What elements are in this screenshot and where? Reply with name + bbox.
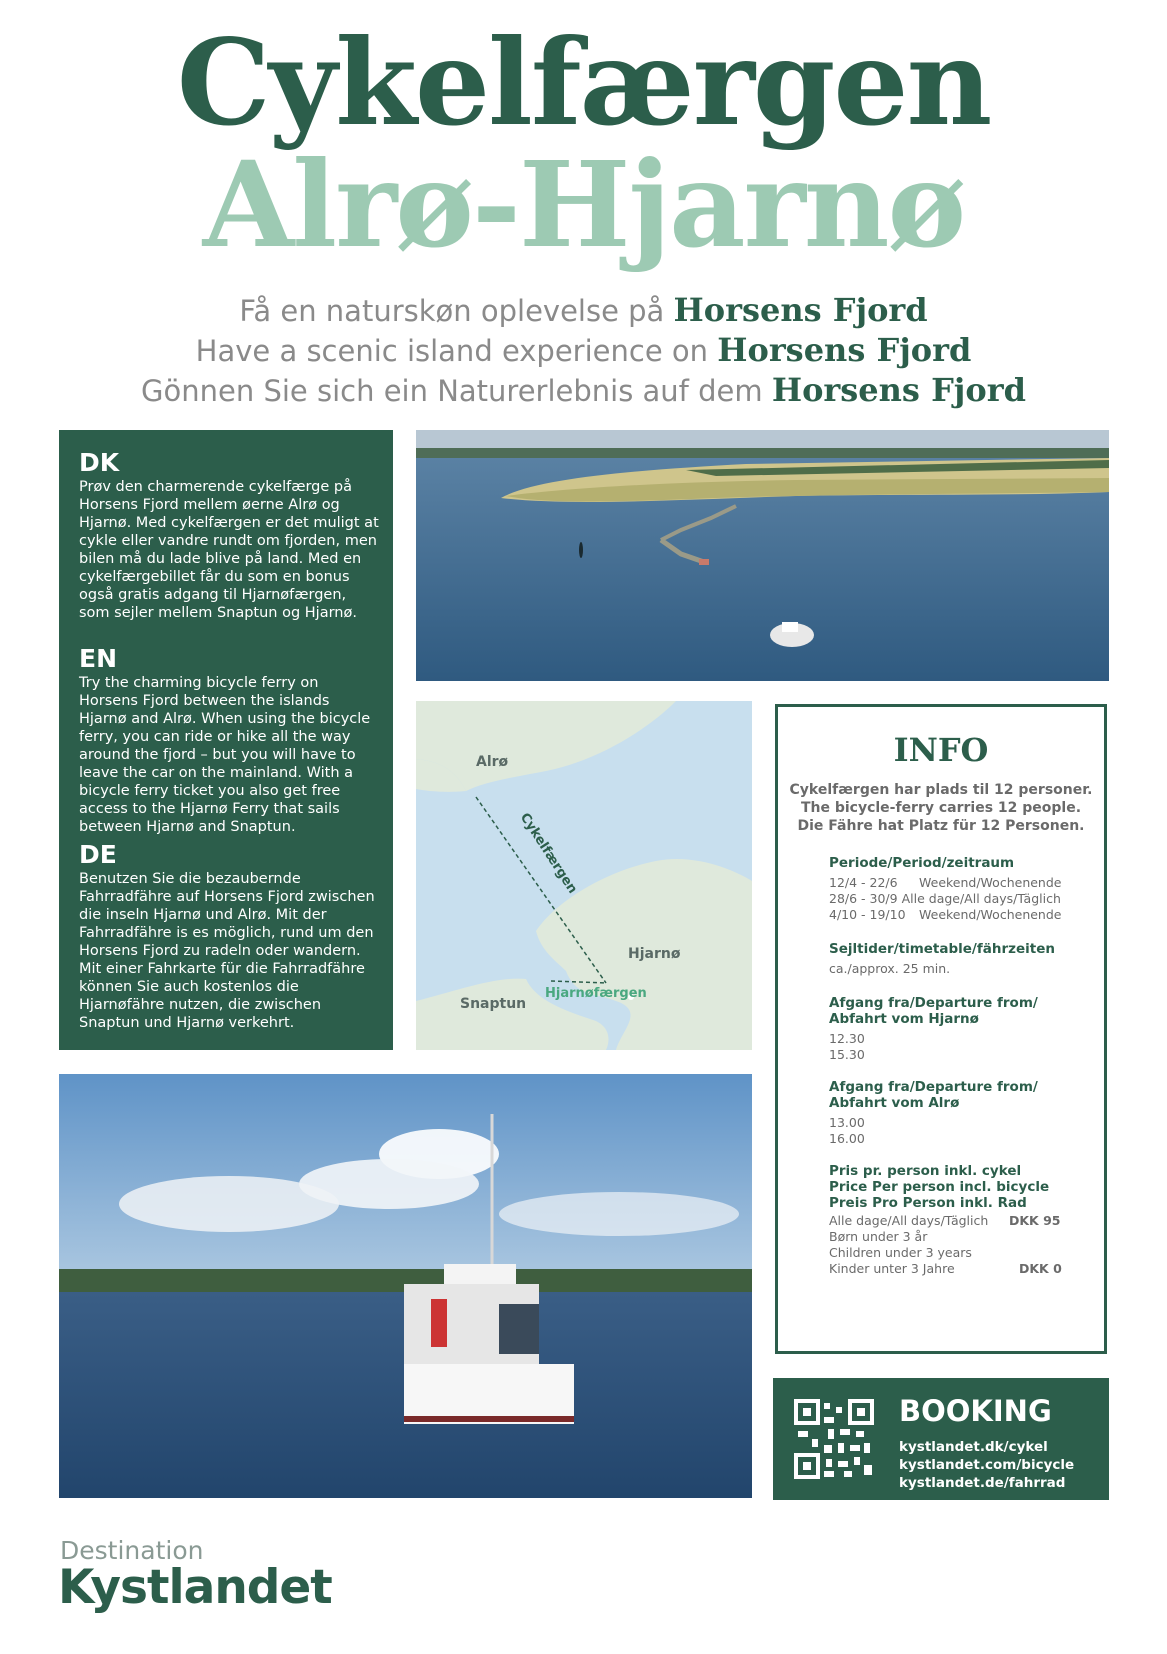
price-child-row: Kinder unter 3 Jahre DKK 0 <box>829 1261 1062 1276</box>
booking-link-dk[interactable]: kystlandet.dk/cykel <box>899 1439 1048 1455</box>
logo-destination: Destination <box>60 1536 204 1565</box>
language-descriptions <box>59 430 393 1050</box>
map-label-alro: Alrø <box>476 754 509 770</box>
period-heading: Periode/Period/zeitraum <box>829 855 1015 871</box>
booking-link-de[interactable]: kystlandet.de/fahrrad <box>899 1475 1066 1491</box>
boat-photo <box>59 1074 752 1498</box>
lang-text-dk: Prøv den charmerende cykelfærge på Horsens Fjord mellem øerne Alrø og Hjarnø. Med cykelfærgen er det muligt at cykle eller vandre rundt om fjorden, men bilen må du lade blive på land. Med en cykelfærgebillet får du som en bonus også gratis adgang til Hjarnøfærgen, som sejler mellem Snaptun og Hjarnø. <box>79 479 379 621</box>
departure-alro-heading: Afgang fra/Departure from/ Abfahrt vom Alrø <box>829 1079 1038 1111</box>
tagline-dk: Få en naturskøn oplevelse på Horsens Fjord <box>239 291 928 329</box>
info-title: INFO <box>893 731 989 769</box>
booking-title: BOOKING <box>899 1394 1052 1428</box>
sailing-time: ca./approx. 25 min. <box>829 961 951 976</box>
departure-time: 16.00 <box>829 1131 865 1146</box>
departure-time: 13.00 <box>829 1115 865 1130</box>
map-route-label-bike: Cykelfærgen <box>516 810 580 897</box>
price-child-label: Børn under 3 år <box>829 1229 928 1244</box>
map-label-snaptun: Snaptun <box>460 996 527 1012</box>
capacity-en: The bicycle-ferry carries 12 people. <box>800 800 1082 816</box>
booking-link-com[interactable]: kystlandet.com/bicycle <box>899 1457 1075 1473</box>
booking-links <box>899 1438 1074 1492</box>
departure-hjarno-heading: Afgang fra/Departure from/ Abfahrt vom Hjarnø <box>829 995 1038 1027</box>
map-label-hjarno: Hjarnø <box>628 946 681 962</box>
logo-kystlandet: Kystlandet <box>58 1560 332 1615</box>
departure-time: 12.30 <box>829 1031 865 1046</box>
sailing-heading: Sejltider/timetable/fährzeiten <box>829 941 1055 957</box>
price-heading: Pris pr. person inkl. cykel Price Per person incl. bicycle Preis Pro Person inkl. Rad <box>829 1163 1050 1211</box>
lang-text-en: Try the charming bicycle ferry on Horsens Fjord between the islands Hjarnø and Alrø. When using the bicycle ferry, you can ride or hike all the way around the fjord – but you will have to leave the car on the mainland. With a bicycle ferry ticket you also get free access to the Hjarnø Ferry that sails between Hjarnø and Snaptun. <box>79 675 371 835</box>
capacity-dk: Cykelfærgen har plads til 12 personer. <box>789 782 1093 798</box>
info-box <box>775 704 1107 1354</box>
lang-heading-dk: DK <box>79 448 120 477</box>
lang-heading-en: EN <box>79 644 118 673</box>
route-map <box>416 701 752 1050</box>
tagline-de: Gönnen Sie sich ein Naturerlebnis auf dem Horsens Fjord <box>141 371 1026 409</box>
aerial-photo <box>416 430 1109 681</box>
lang-heading-de: DE <box>79 840 117 869</box>
booking-panel <box>773 1378 1109 1500</box>
price-child-label: Children under 3 years <box>829 1245 972 1260</box>
departure-time: 15.30 <box>829 1047 865 1062</box>
info-capacity <box>778 781 1104 835</box>
price-adult-row: Alle dage/All days/Täglich DKK 95 <box>829 1213 1061 1228</box>
period-row: 28/6 - 30/9 Alle dage/All days/Täglich <box>829 891 1061 906</box>
period-row: 12/4 - 22/6 Weekend/Wochenende <box>829 875 1062 890</box>
title-line-2: Alrø-Hjarnø <box>202 135 965 274</box>
period-row: 4/10 - 19/10 Weekend/Wochenende <box>829 907 1062 922</box>
title-line-1: Cykelfærgen <box>176 13 991 152</box>
capacity-de: Die Fähre hat Platz für 12 Personen. <box>797 818 1085 834</box>
lang-text-de: Benutzen Sie die bezaubernde Fahrradfähre auf Horsens Fjord zwischen die inseln Hjarnø und Alrø. Mit der Fahrradfähre is es möglich, rund um den Horsens Fjord zu radeln oder wandern. Mit einer Fahrkarte für die Fahrradfähre können Sie auch kostenlos die Hjarnøfähre nutzen, die zwischen Snaptun und Hjarnø verkehrt. <box>79 871 375 1031</box>
tagline-en: Have a scenic island experience on Horsens Fjord <box>195 331 972 369</box>
map-route-label-ferry: Hjarnøfærgen <box>545 986 647 1001</box>
qr-code-icon[interactable] <box>794 1399 874 1479</box>
